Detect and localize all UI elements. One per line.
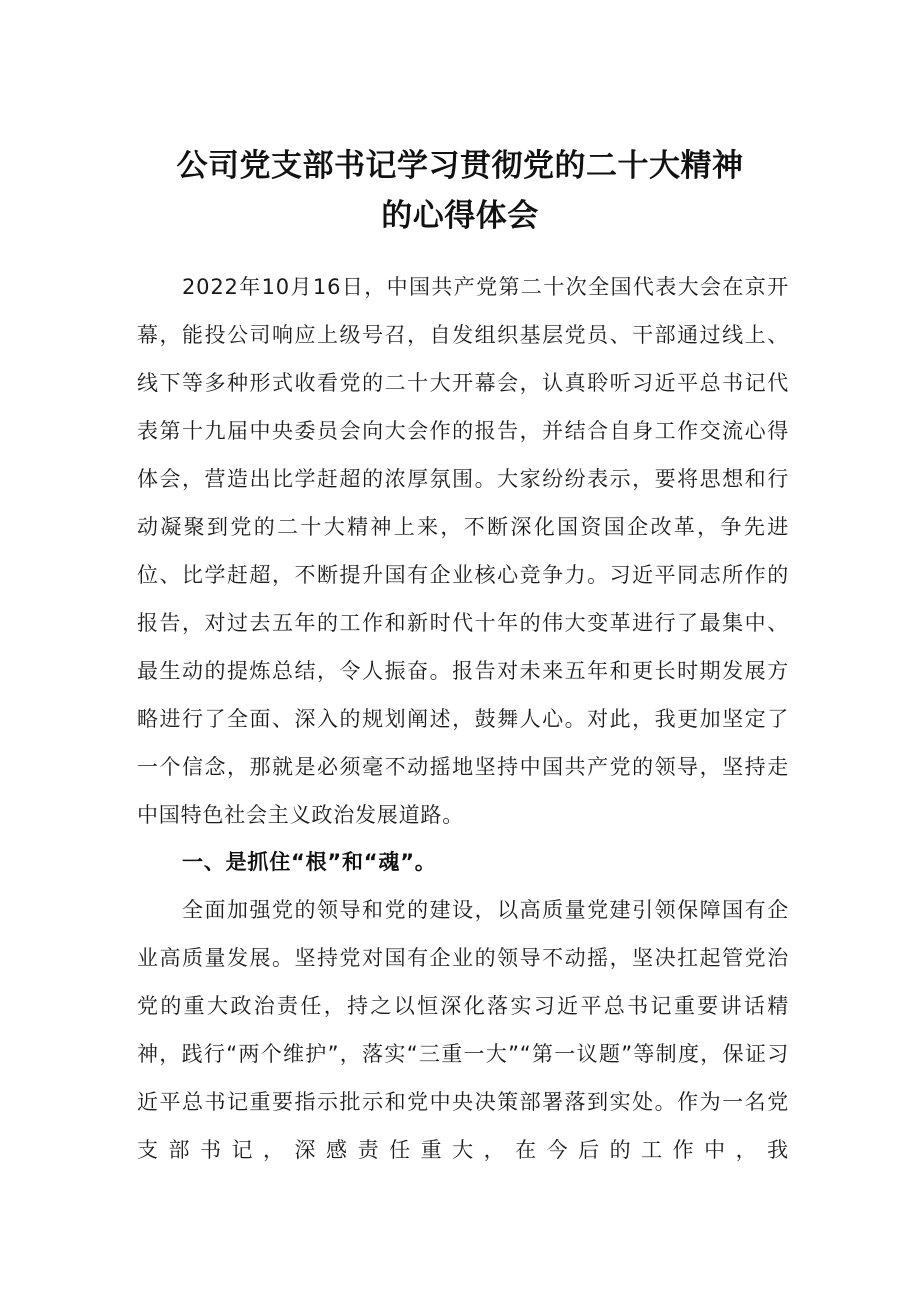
body-paragraph-1: 2022年10月16日，中国共产党第二十次全国代表大会在京开幕，能投公司响应上级号召，自发组织基层党员、干部通过线上、线下等多种形式收看党的二十大开幕会，认真聆听习近平总书记代表第十九届中央委员会向大会作的报告，并结合自身工作交流心得体会，营造出比学赶超的浓厚氛围。大家纷纷表示，要将思想和行动凝聚到党的二十大精神上来，不断深化国资国企改革，争先进位、比学赶超，不断提升国有企业核心竞争力。习近平同志所作的报告，对过去五年的工作和新时代十年的伟大变革进行了最集中、最生动的提炼总结，令人振奋。报告对未来五年和更长时期发展方略进行了全面、深入的规划阐述，鼓舞人心。对此，我更加坚定了一个信念，那就是必须毫不动摇地坚持中国共产党的领导，坚持走中国特色社会主义政治发展道路。 (137, 275, 789, 827)
section-heading-1: 一、是抓住“根”和“魂”。 (182, 850, 437, 874)
document-title-line2: 的心得体会 (381, 198, 539, 234)
document-title-line1: 公司党支部书记学习贯彻党的二十大精神 (176, 148, 744, 184)
body-paragraph-2: 全面加强党的领导和党的建设，以高质量党建引领保障国有企业高质量发展。坚持党对国有企业的领导不动摇，坚决扛起管党治党的重大政治责任，持之以恒深化落实习近平总书记重要讲话精神，践行“两个维护”，落实“三重一大”“第一议题”等制度，保证习近平总书记重要指示批示和党中央决策部署落到实处。作为一名党支部书记，深感责任重大，在今后的工作中，我 (137, 898, 789, 1162)
